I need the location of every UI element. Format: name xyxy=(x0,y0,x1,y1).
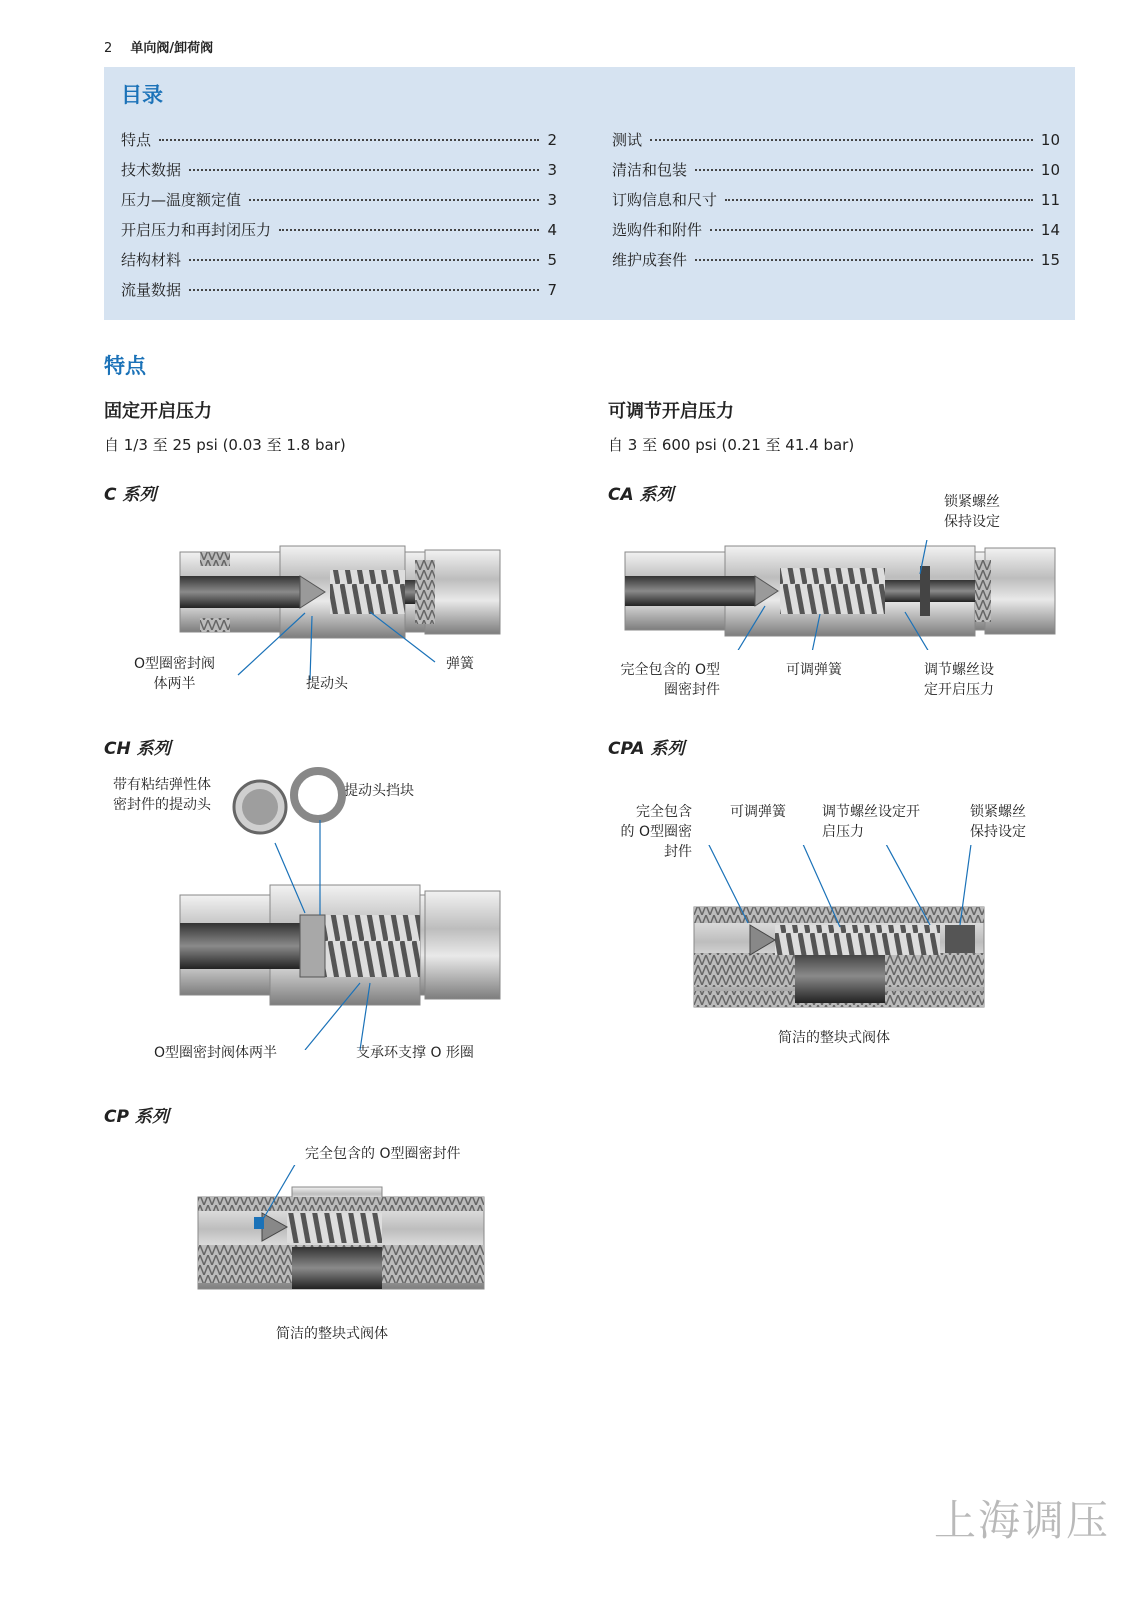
cp-caption: 简洁的整块式阀体 xyxy=(276,1326,388,1342)
toc-item[interactable] xyxy=(612,129,1060,159)
ca-series-valve-illustration xyxy=(615,540,1075,650)
fixed-heading: 固定开启压力 xyxy=(104,401,212,422)
toc-item[interactable] xyxy=(121,159,557,189)
toc-right-column xyxy=(612,129,1060,279)
c-series-title: C 系列 xyxy=(104,485,157,505)
toc-item-label: 结构材料 xyxy=(121,251,182,269)
adjustable-range: 自 3 至 600 psi (0.21 至 41.4 bar) xyxy=(608,436,855,454)
toc-item-page: 7 xyxy=(547,281,557,299)
cpa-label-spring: 可调弹簧 xyxy=(730,804,786,820)
header-title: 单向阀/卸荷阀 xyxy=(130,41,214,56)
toc-item-page: 11 xyxy=(1040,191,1060,209)
toc-item-page: 10 xyxy=(1040,161,1060,179)
ca-label-oring: 完全包含的 O型 圈密封件 xyxy=(620,662,720,698)
cpa-label-oring: 完全包含 的 O型圈密 封件 xyxy=(620,804,692,860)
toc-item-label: 订购信息和尺寸 xyxy=(612,191,718,209)
toc-item[interactable] xyxy=(121,189,557,219)
toc-item[interactable] xyxy=(612,219,1060,249)
toc-item-label: 流量数据 xyxy=(121,281,182,299)
watermark: 上海调压 xyxy=(934,1496,1111,1545)
toc-item-label: 维护成套件 xyxy=(612,251,688,269)
cpa-label-adjust: 调节螺丝设定开 启压力 xyxy=(822,804,920,840)
c-label-poppet: 提动头 xyxy=(306,676,348,692)
toc-item[interactable] xyxy=(121,279,557,309)
cpa-label-lock: 锁紧螺丝 保持设定 xyxy=(970,804,1026,840)
ca-label-adjust: 调节螺丝设 定开启压力 xyxy=(924,662,994,698)
cp-series-title: CP 系列 xyxy=(104,1107,169,1127)
toc-item[interactable] xyxy=(612,249,1060,279)
table-of-contents xyxy=(104,67,1075,320)
ca-label-lock: 锁紧螺丝 保持设定 xyxy=(944,494,1000,530)
toc-item-page: 10 xyxy=(1040,131,1060,149)
toc-item[interactable] xyxy=(121,219,557,249)
toc-item-page: 4 xyxy=(547,221,557,239)
cp-series-valve-illustration xyxy=(192,1165,492,1295)
toc-item[interactable] xyxy=(612,189,1060,219)
ch-label-poppet: 带有粘结弹性体 密封件的提动头 xyxy=(113,777,211,813)
ca-series-title: CA 系列 xyxy=(608,485,674,505)
toc-item-page: 5 xyxy=(547,251,557,269)
toc-item-page: 15 xyxy=(1040,251,1060,269)
toc-item-label: 测试 xyxy=(612,131,643,149)
ca-label-spring: 可调弹簧 xyxy=(786,662,842,678)
section-title: 特点 xyxy=(104,354,146,378)
toc-item-label: 特点 xyxy=(121,131,152,149)
toc-item-label: 开启压力和再封闭压力 xyxy=(121,221,272,239)
ch-label-ring: 支承环支撑 O 形圈 xyxy=(356,1045,474,1061)
toc-item-label: 技术数据 xyxy=(121,161,182,179)
toc-item[interactable] xyxy=(121,129,557,159)
adjustable-heading: 可调节开启压力 xyxy=(608,401,734,422)
ch-label-stop: 提动头挡块 xyxy=(344,783,414,799)
toc-item-label: 清洁和包装 xyxy=(612,161,688,179)
ch-series-title: CH 系列 xyxy=(104,739,171,759)
cp-label-oring: 完全包含的 O型圈密封件 xyxy=(305,1146,461,1162)
toc-item-label: 选购件和附件 xyxy=(612,221,703,239)
toc-item-page: 3 xyxy=(547,191,557,209)
ch-series-valve-illustration xyxy=(160,765,520,1050)
toc-title: 目录 xyxy=(121,83,163,107)
cpa-series-valve-illustration xyxy=(690,845,990,1010)
toc-item-page: 14 xyxy=(1040,221,1060,239)
toc-item-page: 3 xyxy=(547,161,557,179)
fixed-range: 自 1/3 至 25 psi (0.03 至 1.8 bar) xyxy=(104,436,346,454)
toc-item-label: 压力—温度额定值 xyxy=(121,191,242,209)
toc-item[interactable] xyxy=(121,249,557,279)
toc-left-column xyxy=(121,129,557,309)
page-number: 2 xyxy=(104,41,113,56)
ch-label-body: O型圈密封阀体两半 xyxy=(154,1045,278,1061)
c-label-oring: O型圈密封阀 体两半 xyxy=(134,656,216,692)
c-label-spring: 弹簧 xyxy=(446,656,474,672)
cpa-caption: 简洁的整块式阀体 xyxy=(778,1030,890,1046)
toc-item-page: 2 xyxy=(547,131,557,149)
page-header xyxy=(104,37,213,56)
toc-item[interactable] xyxy=(612,159,1060,189)
cpa-series-title: CPA 系列 xyxy=(608,739,685,759)
